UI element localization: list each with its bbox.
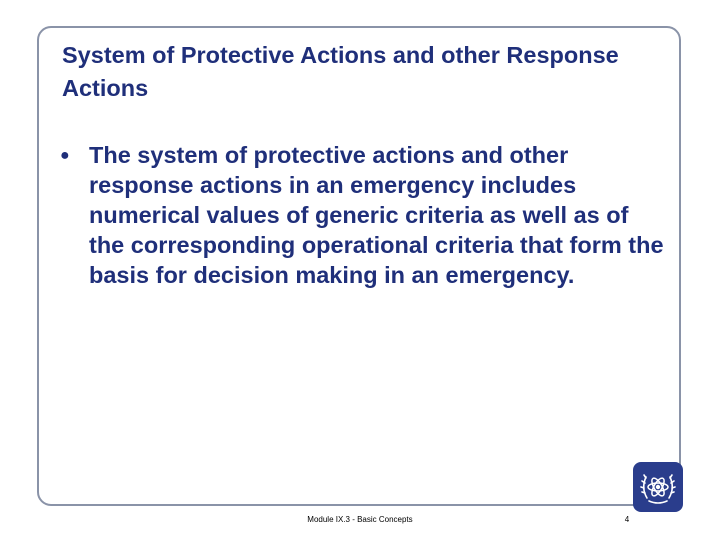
slide-title: System of Protective Actions and other Response Actions	[62, 42, 619, 101]
page-number: 4	[624, 515, 630, 524]
bullet-marker: ●	[60, 147, 70, 164]
bullet-list	[60, 140, 670, 290]
bullet-text: The system of protective actions and other response actions in an emergency includes numerical values of generic criteria as well as of the corresponding operational criteria that form the basis for decision making in an emergency.	[89, 142, 664, 288]
footer-module-label: Module IX.3 - Basic Concepts	[307, 515, 413, 524]
bullet-item	[60, 140, 670, 290]
iaea-atom-logo-icon	[633, 462, 683, 512]
